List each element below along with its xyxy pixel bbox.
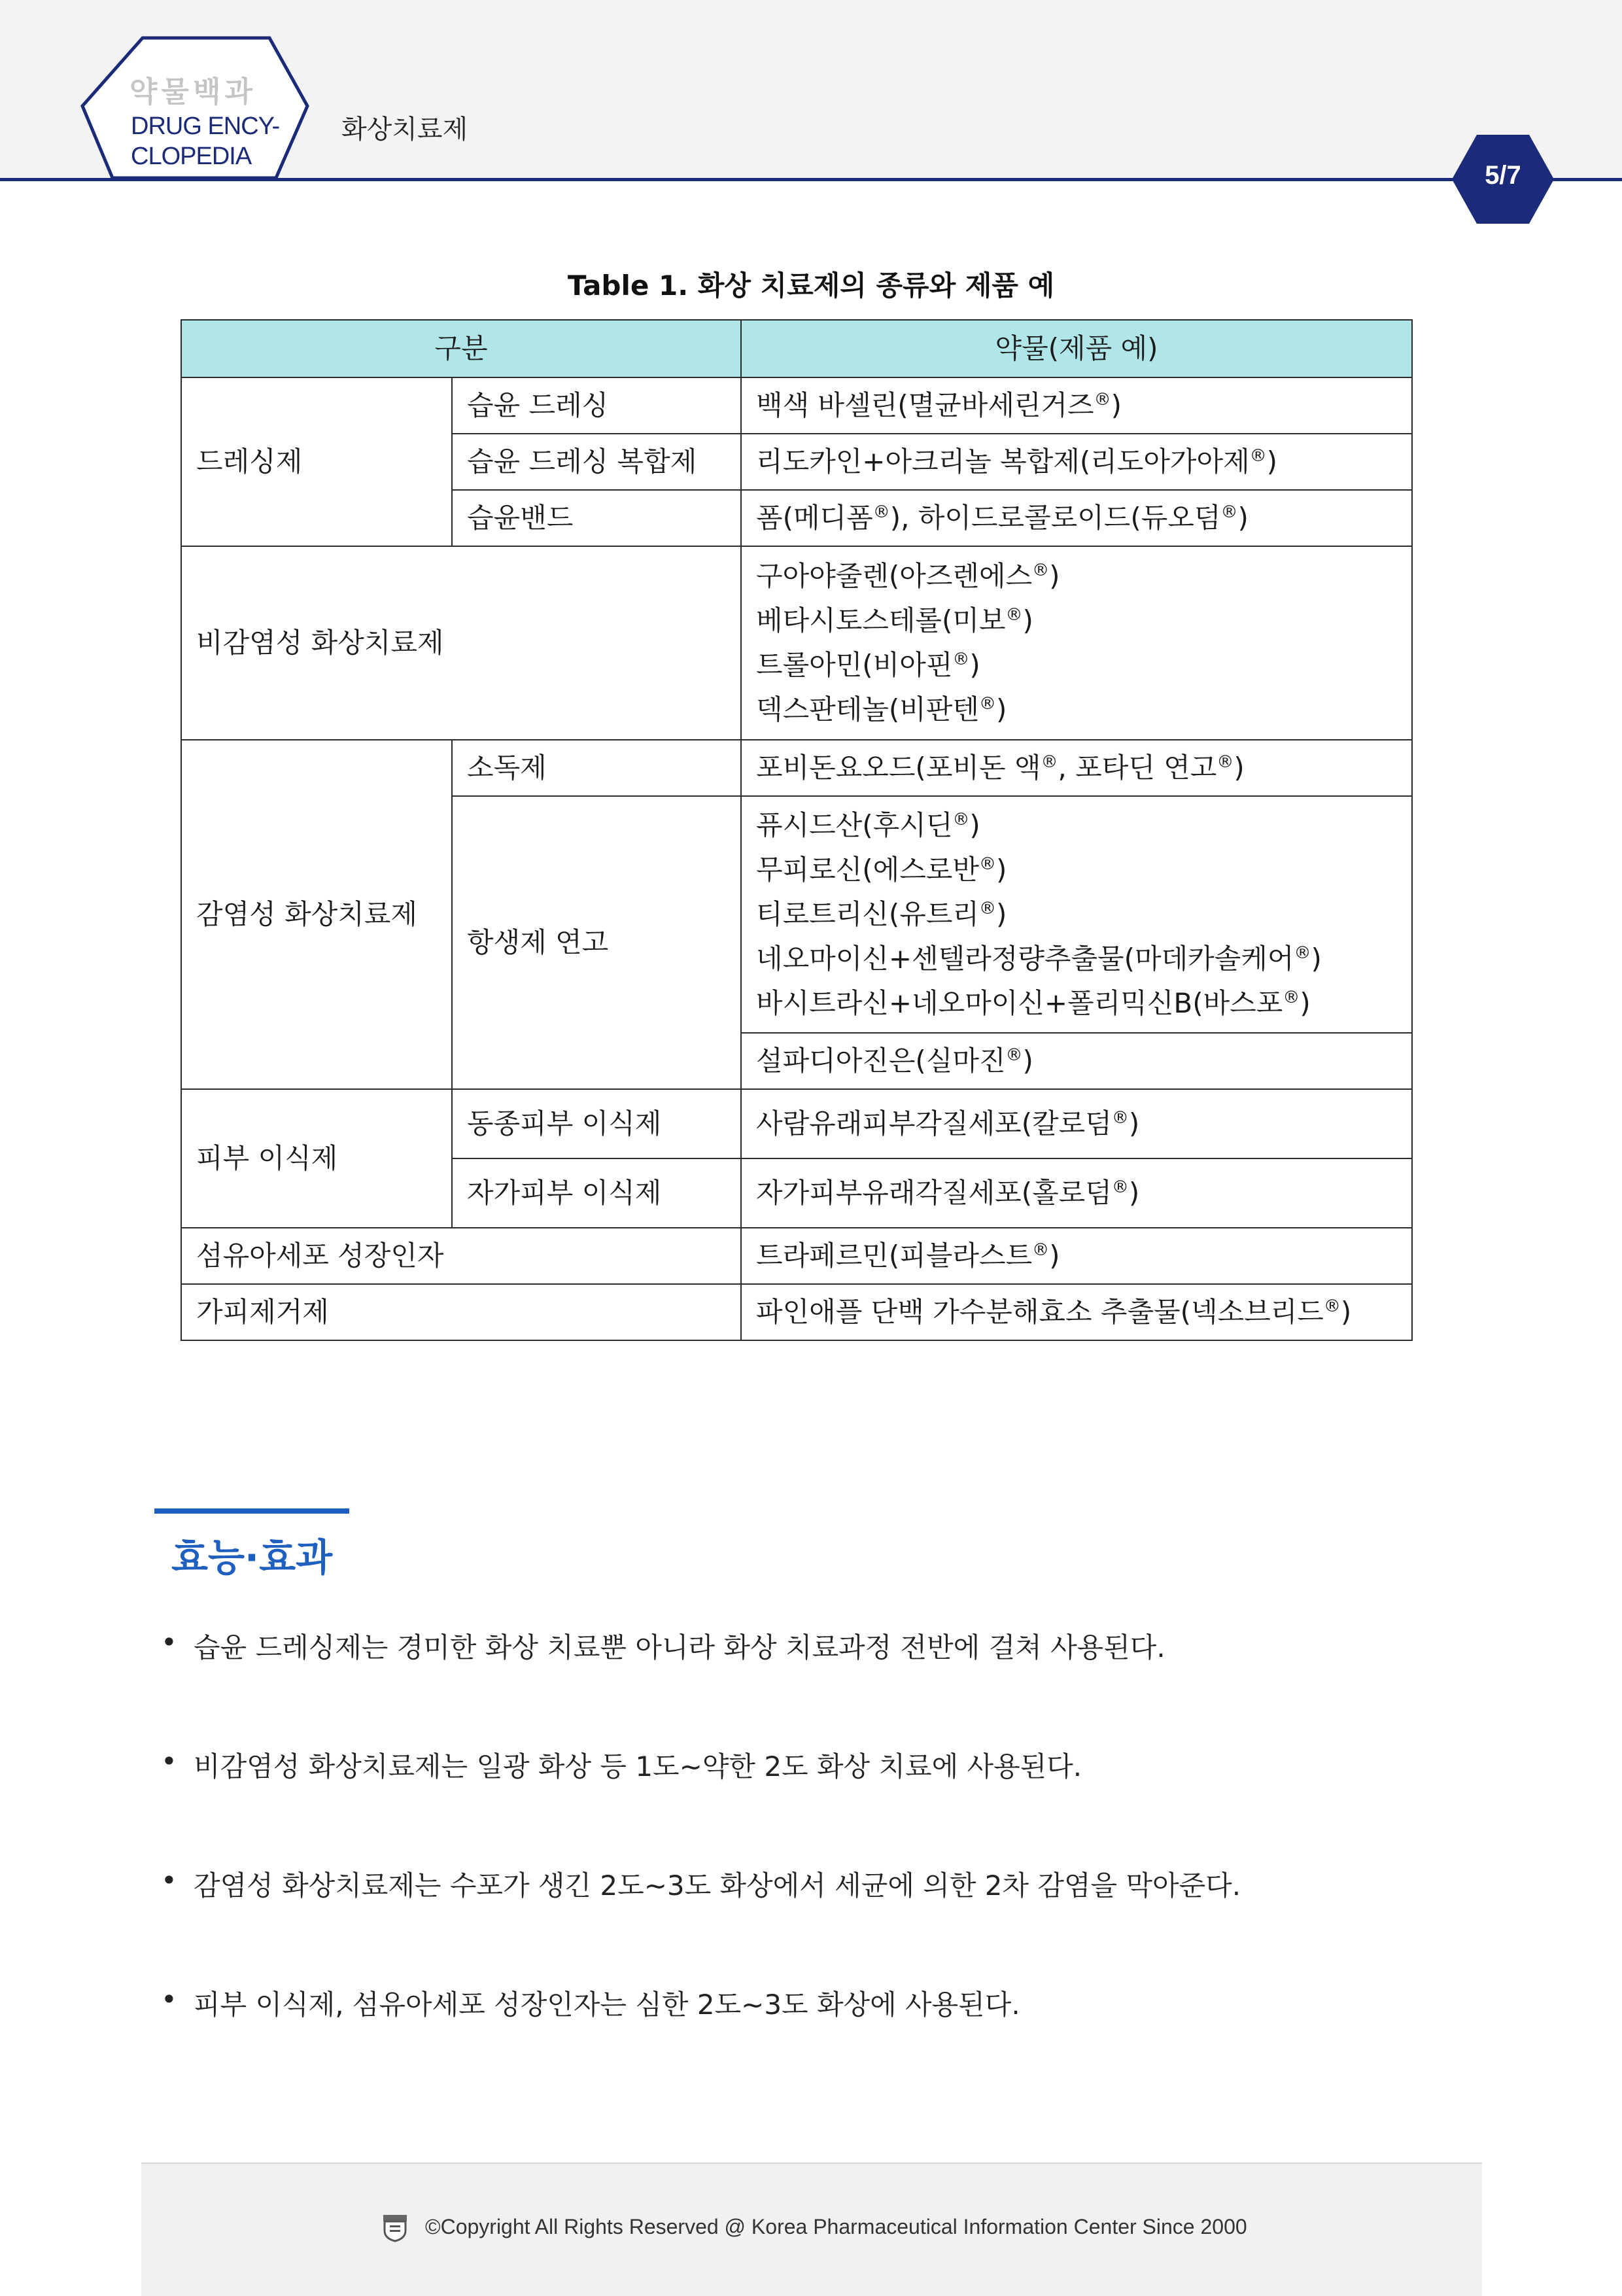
table-row (181, 1228, 1412, 1284)
logo-korean: 약물백과 (129, 75, 257, 109)
sub-category: 습윤 드레싱 복합제 (452, 434, 741, 490)
page-indicator: 5/7 (1485, 161, 1521, 190)
drug-cell: 포비돈요오드(포비돈 액®, 포타딘 연고®) (741, 740, 1412, 796)
sub-category: 동종피부 이식제 (452, 1089, 741, 1158)
drug-cell: 리도카인+아크리놀 복합제(리도아가아제®) (741, 434, 1412, 490)
section-title: 효능·효과 (171, 1535, 333, 1580)
group-label: 피부 이식제 (181, 1089, 452, 1228)
group-label: 드레싱제 (181, 377, 452, 546)
table-row (181, 1089, 1412, 1158)
header-category: 구분 (181, 320, 741, 377)
section-accent-bar (154, 1508, 349, 1514)
drug-table (181, 319, 1413, 1341)
drug-cell: 설파디아진은(실마진®) (741, 1033, 1412, 1089)
group-label: 섬유아세포 성장인자 (181, 1228, 741, 1284)
table-row (181, 1284, 1412, 1340)
sub-category: 습윤 드레싱 (452, 377, 741, 434)
emblem-icon (382, 2214, 408, 2242)
drug-cell: 폼(메디폼®), 하이드로콜로이드(듀오덤®) (741, 490, 1412, 546)
sub-category: 소독제 (452, 740, 741, 796)
group-label: 감염성 화상치료제 (181, 740, 452, 1089)
sub-category: 습윤밴드 (452, 490, 741, 546)
logo-english: DRUG ENCY- CLOPEDIA (131, 113, 280, 170)
drug-cell: 자가피부유래각질세포(홀로덤®) (741, 1158, 1412, 1228)
table-header-row (181, 320, 1412, 377)
sub-category: 자가피부 이식제 (452, 1158, 741, 1228)
group-label: 가피제거제 (181, 1284, 741, 1340)
document-title: 화상치료제 (341, 114, 468, 145)
drug-cell: 사람유래피부각질세포(칼로덤®) (741, 1089, 1412, 1158)
table-caption: Table 1. 화상 치료제의 종류와 제품 예 (567, 270, 1055, 302)
drug-cell: 파인애플 단백 가수분해효소 추출물(넥소브리드®) (741, 1284, 1412, 1340)
drug-cell: 구아야줄렌(아즈렌에스®) 베타시토스테롤(미보®) 트롤아민(비아핀®) 덱스판테놀(비판텐®) (741, 546, 1412, 740)
header-drug: 약물(제품 예) (741, 320, 1412, 377)
drug-cell: 트라페르민(피블라스트®) (741, 1228, 1412, 1284)
copyright-text: ©Copyright All Rights Reserved @ Korea Pharmaceutical Information Center Since 2000 (425, 2215, 1247, 2238)
drug-cell: 퓨시드산(후시딘®) 무피로신(에스로반®) 티로트리신(유트리®) 네오마이신+센텔라정량추출물(마데카솔케어®) 바시트라신+네오마이신+폴리믹신B(바스포®) (741, 796, 1412, 1033)
sub-category: 항생제 연고 (452, 796, 741, 1089)
table-row (181, 546, 1412, 740)
drug-cell: 백색 바셀린(멸균바세린거즈®) (741, 377, 1412, 434)
table-row (181, 740, 1412, 796)
table-row (181, 377, 1412, 434)
group-label: 비감염성 화상치료제 (181, 546, 741, 740)
